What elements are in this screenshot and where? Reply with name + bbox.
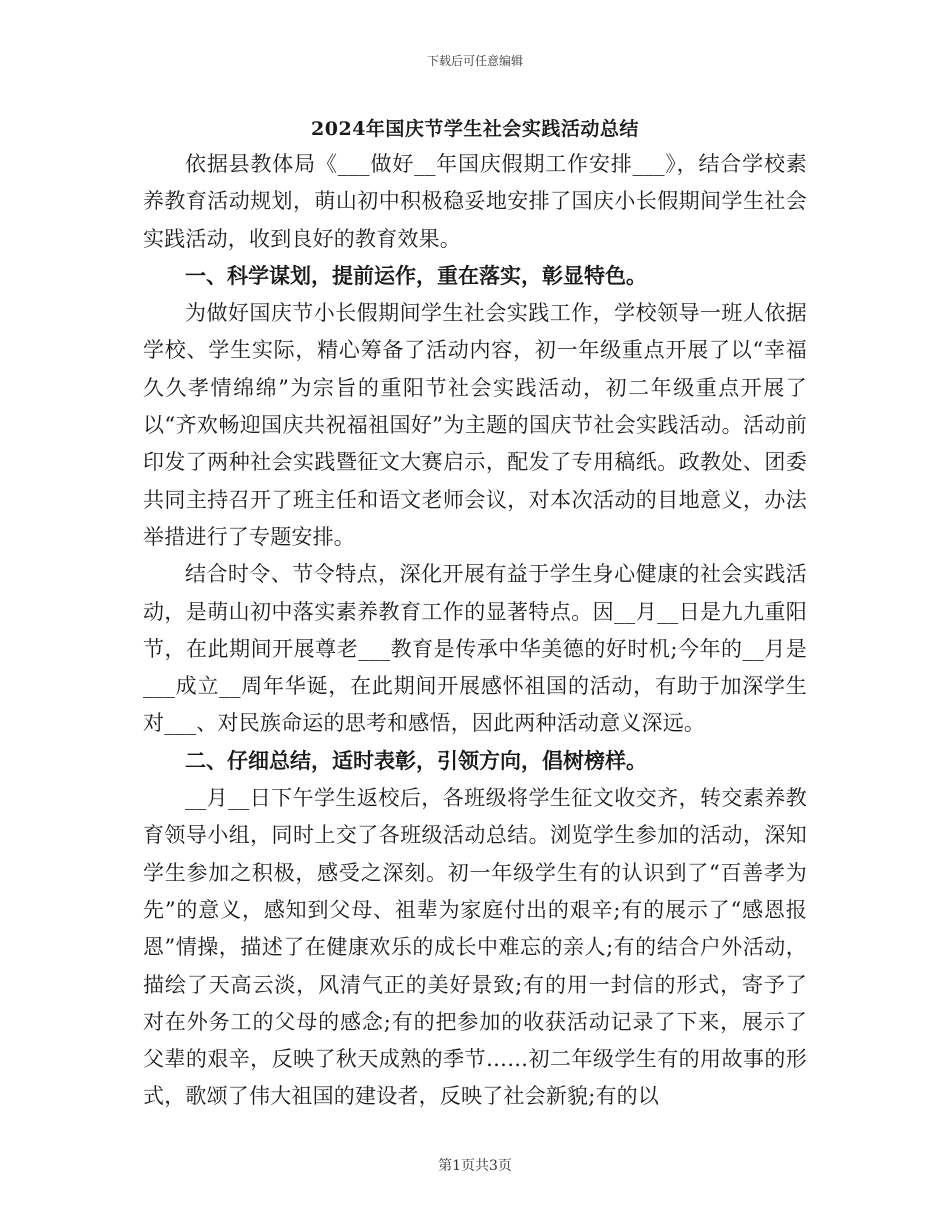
document-title: 2024年国庆节学生社会实践活动总结 xyxy=(311,118,639,140)
header-note: 下载后可任意编辑 xyxy=(426,54,523,68)
paragraph-intro: 依据县教体局《___做好__年国庆假期工作安排___》，结合学校素养教育活动规划，萌山初中积极稳妥地安排了国庆小长假期间学生社会实践活动，收到良好的教育效果。 xyxy=(143,152,807,251)
paragraph-planning: 为做好国庆节小长假期间学生社会实践工作，学校领导一班人依据学校、学生实际，精心筹备了活动内容，初一年级重点开展了以“幸福久久孝情绵绵”为宗旨的重阳节社会实践活动，初二年级重点开展了以“齐欢畅迎国庆共祝福祖国好”为主题的国庆节社会实践活动。活动前印发了两种社会实践暨征文大赛启示，配发了专用稿纸。政教处、团委共同主持召开了班主任和语文老师会议，对本次活动的目地意义，办法举措进行了专题安排。 xyxy=(143,301,807,549)
page-number-footer: 第1页共3页 xyxy=(438,1158,512,1174)
document-body xyxy=(143,146,807,1116)
paragraph-seasonal: 结合时令、节令特点，深化开展有益于学生身心健康的社会实践活动，是萌山初中落实素养教育工作的显著特点。因__月__日是九九重阳节，在此期间开展尊老___教育是传承中华美德的好时机;今年的__月是___成立__周年华诞，在此期间开展感怀祖国的活动，有助于加深学生对___、对民族命运的思考和感悟，因此两种活动意义深远。 xyxy=(143,562,807,736)
paragraph-summary: __月__日下午学生返校后，各班级将学生征文收交齐，转交素养教育领导小组，同时上交了各班级活动总结。浏览学生参加的活动，深知学生参加之积极，感受之深刻。初一年级学生有的认识到了“百善孝为先”的意义，感知到父母、祖辈为家庭付出的艰辛;有的展示了“感恩报恩”情操，描述了在健康欢乐的成长中难忘的亲人;有的结合户外活动，描绘了天高云淡，风清气正的美好景致;有的用一封信的形式，寄予了对在外务工的父母的感念;有的把参加的收获活动记录了下来，展示了父辈的艰辛，反映了秋天成熟的季节……初二年级学生有的用故事的形式，歌颂了伟大祖国的建设者，反映了社会新貌;有的以 xyxy=(143,786,807,1109)
section-heading-2: 二、仔细总结，适时表彰，引领方向，倡树榜样。 xyxy=(185,748,647,773)
section-heading-1: 一、科学谋划，提前运作，重在落实，彰显特色。 xyxy=(185,263,647,288)
